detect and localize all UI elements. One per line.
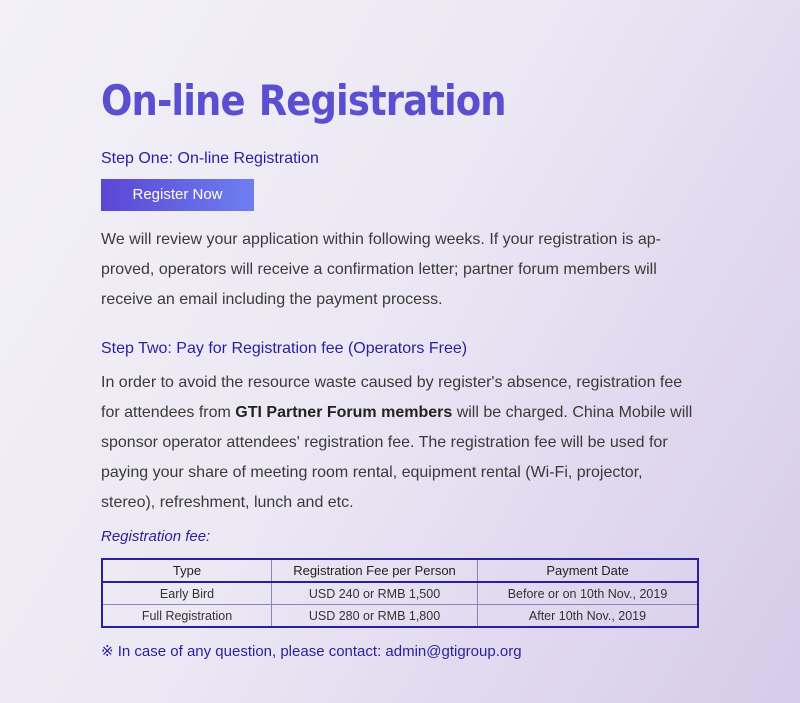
table-header-row [102,559,698,582]
column-header-type: Type [102,559,272,582]
table-cell: Early Bird [102,582,272,605]
step-one-paragraph: We will review your application within following weeks. If your registration is ap-proved, operators will receive a confirmation letter; partner forum members will receive an email including the payment process. [101,231,661,308]
table-cell: Full Registration [102,605,272,628]
registration-fee-label: Registration fee: [101,528,211,545]
contact-note: ※ In case of any question, please contact: admin@gtigroup.org [101,643,522,660]
step-two-text-after: will be charged. China Mobile will sponsor operator attendees' registration fee. The registration fee will be used for paying your share of meeting room rental, equipment rental (Wi-Fi, projector, stereo), refreshment, lunch and etc. [101,404,693,511]
table-cell: USD 240 or RMB 1,500 [272,582,478,605]
table-cell: USD 280 or RMB 1,800 [272,605,478,628]
registration-fee-table [101,558,699,628]
column-header-payment-date: Payment Date [478,559,699,582]
table-cell: Before or on 10th Nov., 2019 [478,582,699,605]
step-two-heading: Step Two: Pay for Registration fee (Operators Free) [101,340,468,357]
page-title-word2: Registration [258,76,506,125]
step-two-text-before: In order to avoid the resource waste caused by register's absence, registration fee for attendees from [101,374,683,421]
partner-forum-highlight: GTI Partner Forum members [235,404,453,421]
page-title-word1: On-line [101,76,245,125]
register-now-button[interactable]: Register Now [101,179,254,211]
table-cell: After 10th Nov., 2019 [478,605,699,628]
step-two-paragraph [101,368,701,518]
table-row [102,605,698,628]
page-title [101,76,506,125]
table-row [102,582,698,605]
step-one-heading: Step One: On-line Registration [101,150,319,167]
column-header-fee: Registration Fee per Person [272,559,478,582]
